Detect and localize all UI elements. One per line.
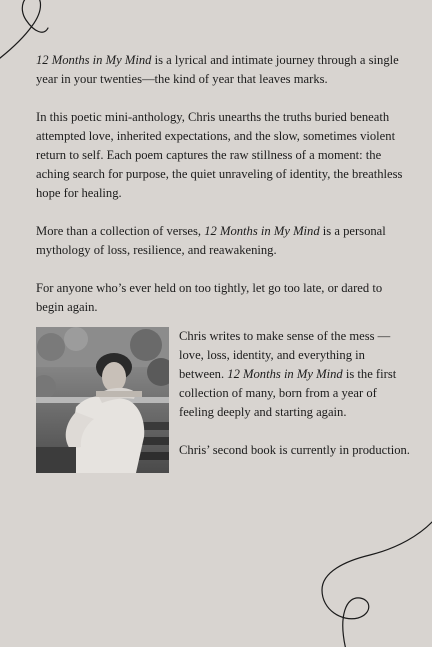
author-photo-image [36, 327, 169, 473]
bio-text: Chris writes to make sense of the mess — love, loss, identity, and everything in between. [179, 329, 391, 381]
author-photo [36, 327, 169, 473]
book-title: 12 Months in My Mind [36, 53, 152, 67]
bio-paragraph-1 [179, 327, 412, 422]
description-text: is a personal mythology of loss, resilience, and reawakening. [36, 224, 386, 257]
bio-text: is the first collection of many, born from a year of feeling deeply and starting again. [179, 367, 397, 419]
bottom-right-swirl-icon [322, 520, 432, 647]
description-text: is a lyrical and intimate journey through a single year in your twenties—the kind of year that leaves marks. [36, 53, 399, 86]
description-text: More than a collection of verses, [36, 224, 205, 238]
book-title: 12 Months in My Mind [227, 367, 343, 381]
book-description [36, 51, 406, 336]
bio-paragraph-2: Chris’ second book is currently in production. [179, 443, 410, 457]
author-bio [179, 327, 412, 479]
book-title: 12 Months in My Mind [204, 224, 320, 238]
description-paragraph-2: In this poetic mini-anthology, Chris unearths the truths buried beneath attempted love, inherited expectations, and the slow, sometimes violent return to self. Each poem captures the raw stillness of a moment: the aching search for purpose, the quiet unraveling of identity, the breathless hope for healing. [36, 110, 403, 200]
description-paragraph-4: For anyone who’s ever held on too tightly, let go too late, or dared to begin again. [36, 281, 383, 314]
description-paragraph-1 [36, 51, 406, 89]
description-paragraph-3 [36, 222, 406, 260]
